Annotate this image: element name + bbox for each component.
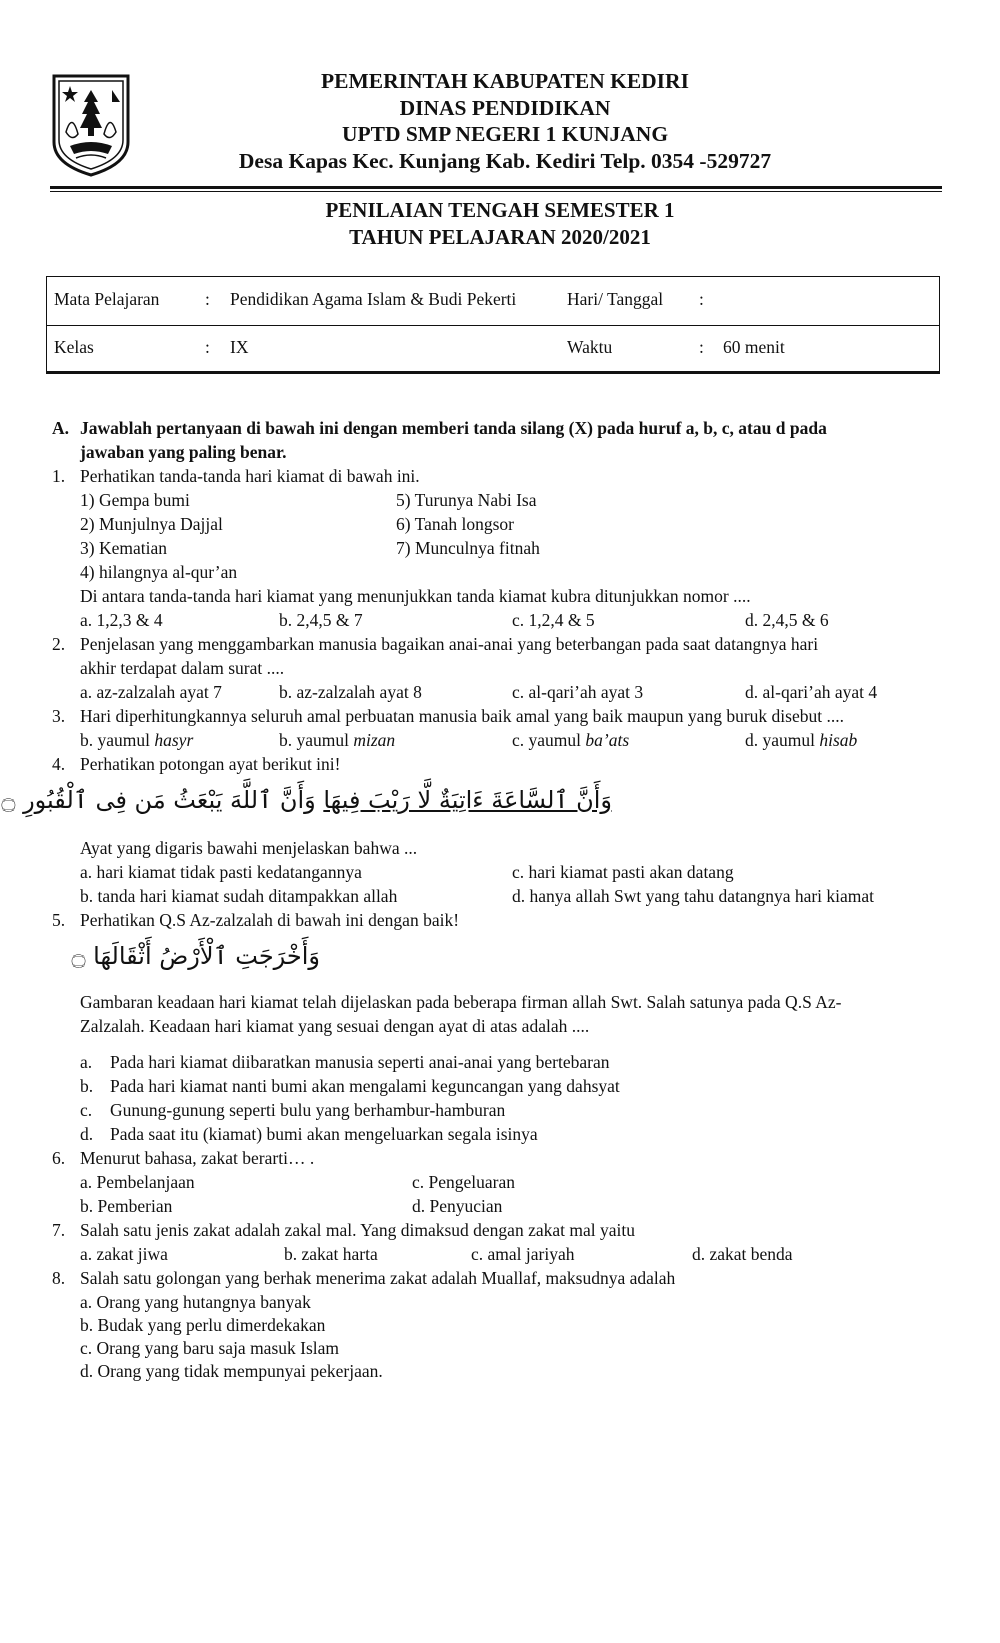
q1-option-b[interactable]: b. 2,4,5 & 7 (279, 610, 363, 630)
q2-option-c[interactable]: c. al-qari’ah ayat 3 (512, 682, 644, 702)
q6-option-b[interactable]: b. Pemberian (80, 1196, 173, 1216)
q6-text: Menurut bahasa, zakat berarti… . (80, 1148, 315, 1168)
q8-number: 8. (52, 1268, 66, 1288)
q2-text-1: Penjelasan yang menggambarkan manusia bagaikan anai-anai yang beterbangan pada saat datangnya hari (80, 634, 819, 654)
q2-option-b[interactable]: b. az-zalzalah ayat 8 (279, 682, 422, 702)
q3-option-prefix: b. yaumul (279, 730, 354, 750)
q4-option-a[interactable]: a. hari kiamat tidak pasti kedatangannya (80, 862, 362, 882)
q4-prompt: Ayat yang digaris bawahi menjelaskan bahwa ... (80, 838, 418, 858)
option-text: Pada saat itu (kiamat) bumi akan mengeluarkan segala isinya (110, 1124, 538, 1144)
section-a-instruction-2: jawaban yang paling benar. (80, 442, 287, 462)
q3-option-b[interactable] (279, 730, 395, 751)
q7-text: Salah satu jenis zakat adalah zakal mal. Yang dimaksud dengan zakat mal yaitu (80, 1220, 635, 1240)
kop-line-4: Desa Kapas Kec. Kunjang Kab. Kediri Telp. 0354 -529727 (238, 148, 772, 173)
letterhead-rule-thin (50, 191, 942, 192)
q5-option-a[interactable] (80, 1052, 610, 1073)
q5-option-b[interactable] (80, 1076, 620, 1097)
q1-option-d[interactable]: d. 2,4,5 & 6 (745, 610, 829, 630)
option-letter: c. (80, 1100, 93, 1120)
q8-text: Salah satu golongan yang berhak menerima zakat adalah Muallaf, maksudnya adalah (80, 1268, 676, 1288)
letterhead-rule-thick (50, 186, 942, 189)
q8-option-d[interactable]: d. Orang yang tidak mempunyai pekerjaan. (80, 1361, 383, 1381)
q5-paragraph-2: Zalzalah. Keadaan hari kiamat yang sesuai dengan ayat di atas adalah .... (80, 1016, 590, 1036)
q4-arabic-verse (1, 786, 612, 814)
waktu-value: 60 menit (723, 337, 785, 357)
q2-option-d[interactable]: d. al-qari’ah ayat 4 (745, 682, 878, 702)
q3-option-prefix: d. yaumul (745, 730, 820, 750)
q4-arabic-rest: وَأَنَّ ٱللَّهَ يَبْعَثُ مَن فِى ٱلْقُبُورِ ۝ (1, 786, 324, 814)
q3-option-term: ba’ats (585, 730, 630, 750)
q5-paragraph-1: Gambaran keadaan hari kiamat telah dijelaskan pada beberapa firman allah Swt. Salah satunya pada Q.S Az- (80, 992, 842, 1012)
q5-option-d[interactable] (80, 1124, 538, 1145)
q4-option-b[interactable]: b. tanda hari kiamat sudah ditampakkan allah (80, 886, 398, 906)
q6-option-a[interactable]: a. Pembelanjaan (80, 1172, 195, 1192)
q7-number: 7. (52, 1220, 66, 1240)
section-a-marker: A. (52, 418, 70, 438)
q1-item: 6) Tanah longsor (396, 514, 515, 534)
kelas-colon: : (205, 337, 210, 357)
kelas-label: Kelas (54, 337, 94, 357)
option-letter: a. (80, 1052, 93, 1072)
q4-option-d[interactable]: d. hanya allah Swt yang tahu datangnya hari kiamat (512, 886, 875, 906)
q4-text: Perhatikan potongan ayat berikut ini! (80, 754, 341, 774)
q5-text: Perhatikan Q.S Az-zalzalah di bawah ini dengan baik! (80, 910, 460, 930)
q3-option-c[interactable] (512, 730, 629, 751)
q2-option-a[interactable]: a. az-zalzalah ayat 7 (80, 682, 222, 702)
q1-item: 5) Turunya Nabi Isa (396, 490, 537, 510)
section-a-instruction-1: Jawablah pertanyaan di bawah ini dengan memberi tanda silang (X) pada huruf a, b, c, atau d pada (80, 418, 827, 438)
q8-option-c[interactable]: c. Orang yang baru saja masuk Islam (80, 1338, 340, 1358)
option-text: Gunung-gunung seperti bulu yang berhambur-hamburan (110, 1100, 506, 1120)
q7-option-c[interactable]: c. amal jariyah (471, 1244, 575, 1264)
option-letter: d. (80, 1124, 94, 1144)
hari-colon: : (699, 289, 704, 309)
q3-number: 3. (52, 706, 66, 726)
q5-option-c[interactable] (80, 1100, 506, 1121)
q1-text: Perhatikan tanda-tanda hari kiamat di bawah ini. (80, 466, 420, 486)
q1-item: 3) Kematian (80, 538, 167, 558)
q8-option-b[interactable]: b. Budak yang perlu dimerdekakan (80, 1315, 326, 1335)
kediri-emblem-logo (50, 72, 132, 178)
q6-option-d[interactable]: d. Penyucian (412, 1196, 503, 1216)
kelas-value: IX (230, 337, 249, 357)
q2-number: 2. (52, 634, 66, 654)
hari-label: Hari/ Tanggal (567, 289, 664, 309)
q1-item: 2) Munjulnya Dajjal (80, 514, 223, 534)
q3-option-d[interactable] (745, 730, 857, 751)
q1-option-c[interactable]: c. 1,2,4 & 5 (512, 610, 595, 630)
q1-number: 1. (52, 466, 66, 486)
q5-arabic-verse: وَأَخْرَجَتِ ٱلْأَرْضُ أَثْقَالَهَا ۝ (71, 942, 320, 970)
q3-option-a[interactable] (80, 730, 193, 751)
q3-option-prefix: c. yaumul (512, 730, 586, 750)
exam-title (0, 197, 1000, 251)
q3-option-prefix: b. yaumul (80, 730, 155, 750)
q7-option-d[interactable]: d. zakat benda (692, 1244, 793, 1264)
q2-text-2: akhir terdapat dalam surat .... (80, 658, 285, 678)
option-letter: b. (80, 1076, 94, 1096)
waktu-colon: : (699, 337, 704, 357)
mapel-label: Mata Pelajaran (54, 289, 160, 309)
exam-info-table (46, 276, 940, 374)
q3-option-term: mizan (353, 730, 396, 750)
mapel-value: Pendidikan Agama Islam & Budi Pekerti (230, 289, 517, 309)
q8-option-a[interactable]: a. Orang yang hutangnya banyak (80, 1292, 311, 1312)
q4-option-c[interactable]: c. hari kiamat pasti akan datang (512, 862, 734, 882)
info-divider (47, 325, 939, 326)
exam-title-line-2: TAHUN PELAJARAN 2020/2021 (349, 225, 651, 249)
q4-arabic-underlined: وَأَنَّ ٱلسَّاعَةَ ءَاتِيَةٌ لَّا رَيْبَ فِيهَا (323, 786, 612, 814)
q6-number: 6. (52, 1148, 66, 1168)
option-text: Pada hari kiamat nanti bumi akan mengalami keguncangan yang dahsyat (110, 1076, 620, 1096)
exam-title-line-1: PENILAIAN TENGAH SEMESTER 1 (325, 198, 675, 222)
q7-option-a[interactable]: a. zakat jiwa (80, 1244, 168, 1264)
q1-item: 7) Munculnya fitnah (396, 538, 540, 558)
q7-option-b[interactable]: b. zakat harta (284, 1244, 378, 1264)
q3-text: Hari diperhitungkannya seluruh amal perbuatan manusia baik amal yang baik maupun yang buruk disebut .... (80, 706, 844, 726)
q5-number: 5. (52, 910, 66, 930)
q1-item: 1) Gempa bumi (80, 490, 190, 510)
q1-item: 4) hilangnya al-qur’an (80, 562, 238, 582)
q6-option-c[interactable]: c. Pengeluaran (412, 1172, 516, 1192)
option-text: Pada hari kiamat diibaratkan manusia seperti anai-anai yang bertebaran (110, 1052, 610, 1072)
q1-prompt: Di antara tanda-tanda hari kiamat yang menunjukkan tanda kiamat kubra ditunjukkan nomor .... (80, 586, 751, 606)
q1-option-a[interactable]: a. 1,2,3 & 4 (80, 610, 163, 630)
q4-number: 4. (52, 754, 66, 774)
kop-line-3: UPTD SMP NEGERI 1 KUNJANG (341, 122, 669, 146)
q3-option-term: hisab (819, 730, 858, 750)
kop-line-2: DINAS PENDIDIKAN (399, 95, 611, 120)
q3-option-term: hasyr (154, 730, 194, 750)
letterhead (140, 68, 870, 174)
kop-line-1: PEMERINTAH KABUPATEN KEDIRI (321, 69, 689, 93)
waktu-label: Waktu (567, 337, 613, 357)
mapel-colon: : (205, 289, 210, 309)
